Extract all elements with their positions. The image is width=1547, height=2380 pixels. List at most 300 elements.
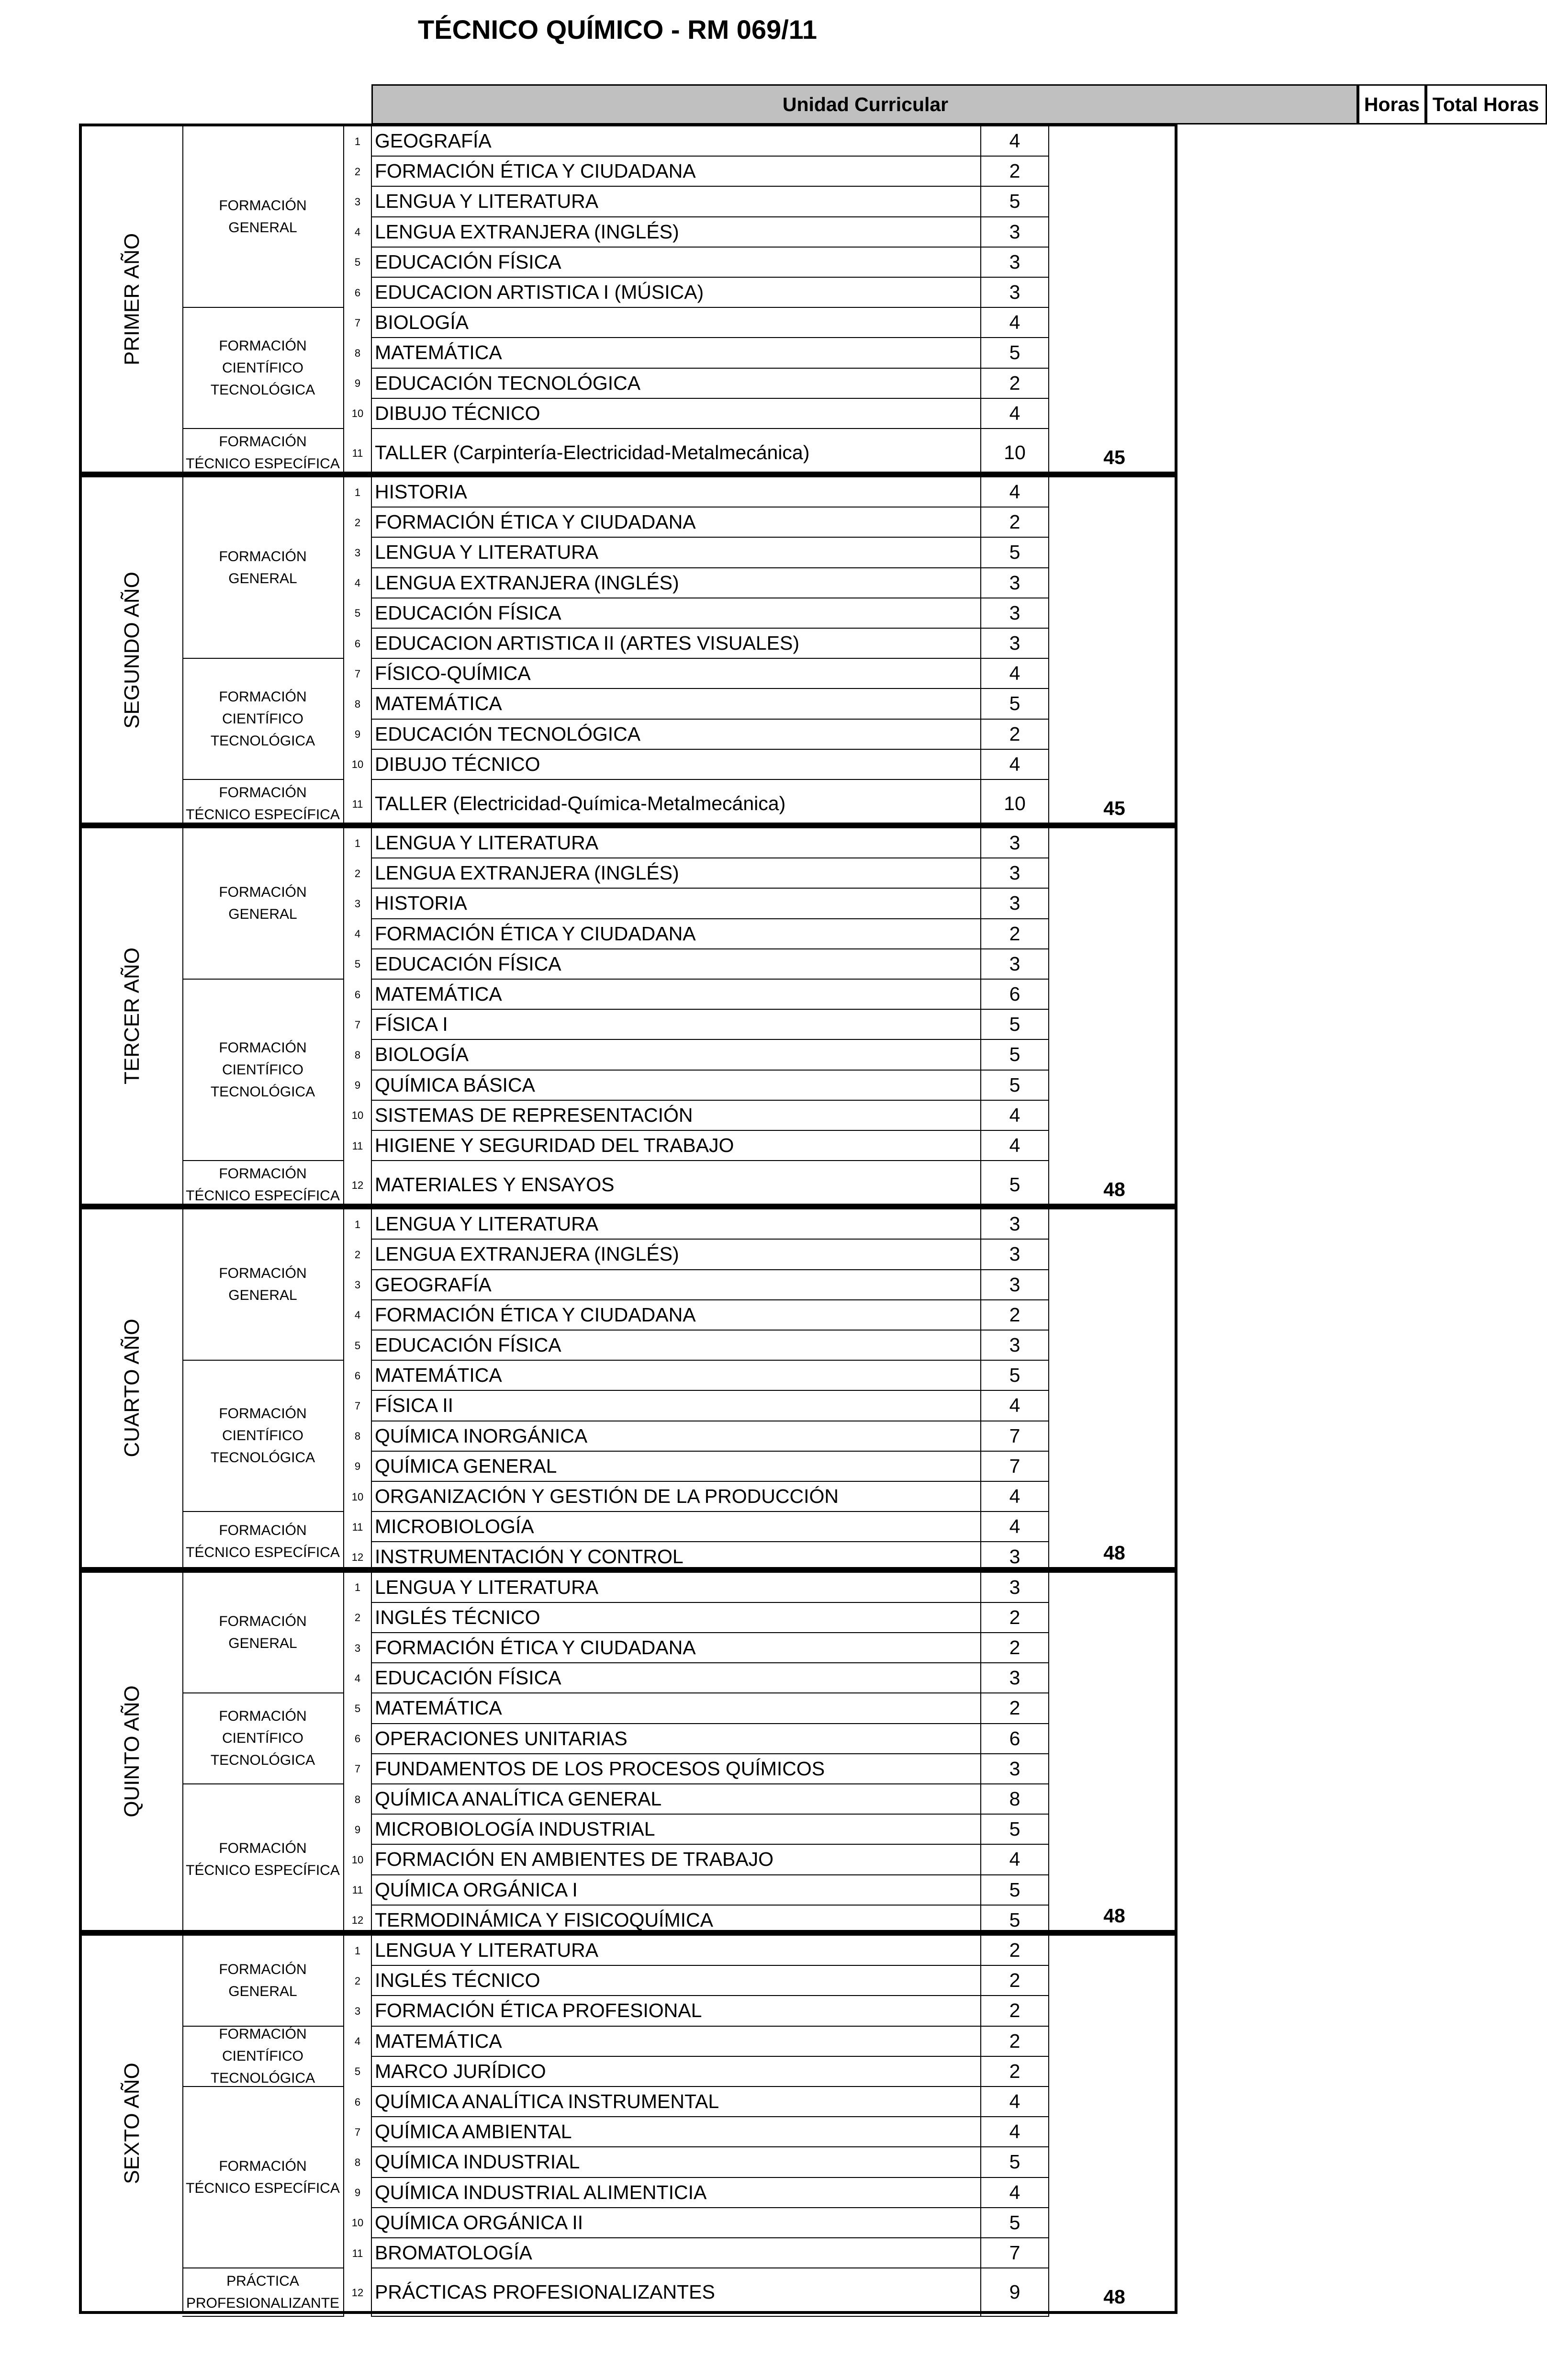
table-row: [344, 1482, 1397, 1512]
subject-name: LENGUA Y LITERATURA: [372, 538, 981, 568]
subject-hours: 4: [981, 750, 1049, 780]
subject-hours: 8: [981, 1784, 1049, 1815]
table-row: [344, 399, 1397, 429]
formation-group-label: FORMACIÓN GENERAL: [182, 477, 344, 659]
subject-name: INGLÉS TÉCNICO: [372, 1966, 981, 1996]
year-label: CUARTO AÑO: [120, 1319, 144, 1458]
year-total-hours: 48: [1103, 1178, 1125, 1201]
subject-hours: 2: [981, 1693, 1049, 1724]
subject-name: EDUCACIÓN TECNOLÓGICA: [372, 369, 981, 399]
row-number: 3: [344, 1270, 372, 1300]
subject-hours: 2: [981, 1936, 1049, 1966]
table-row: [344, 949, 1397, 980]
subject-name: LENGUA Y LITERATURA: [372, 1573, 981, 1603]
table-row: [344, 187, 1397, 217]
subject-hours: 2: [981, 720, 1049, 750]
subject-hours: 5: [981, 689, 1049, 719]
subject-name: QUÍMICA AMBIENTAL: [372, 2117, 981, 2147]
subject-hours: 5: [981, 538, 1049, 568]
table-row: [344, 1240, 1397, 1270]
row-number: 1: [344, 828, 372, 858]
subject-name: EDUCACIÓN FÍSICA: [372, 598, 981, 629]
table-row: [344, 919, 1397, 949]
row-number: 10: [344, 399, 372, 429]
subject-hours: 2: [981, 1966, 1049, 1996]
subject-name: FORMACIÓN ÉTICA Y CIUDADANA: [372, 1300, 981, 1331]
subject-hours: 3: [981, 1331, 1049, 1361]
year-label: QUINTO AÑO: [120, 1685, 144, 1817]
subject-name: QUÍMICA ANALÍTICA INSTRUMENTAL: [372, 2087, 981, 2117]
subject-name: QUÍMICA ORGÁNICA II: [372, 2208, 981, 2238]
row-number: 10: [344, 1845, 372, 1875]
formation-group-label: FORMACIÓN CIENTÍFICO TECNOLÓGICA: [182, 1693, 344, 1784]
row-number: 3: [344, 538, 372, 568]
subject-hours: 2: [981, 2057, 1049, 2087]
subject-hours: 3: [981, 889, 1049, 919]
subject-hours: 7: [981, 1452, 1049, 1482]
row-number: 11: [344, 1512, 372, 1542]
subject-hours: 5: [981, 1815, 1049, 1845]
subject-hours: 5: [981, 1161, 1049, 1209]
subject-hours: 2: [981, 919, 1049, 949]
table-row: [344, 1010, 1397, 1040]
formation-group-label: FORMACIÓN GENERAL: [182, 1936, 344, 2027]
subject-hours: 10: [981, 780, 1049, 828]
table-row: [344, 1573, 1397, 1603]
formation-group-label: PRÁCTICA PROFESIONALIZANTE: [182, 2268, 344, 2317]
formation-group-label: FORMACIÓN TÉCNICO ESPECÍFICA: [182, 2087, 344, 2268]
year-total-hours: 45: [1103, 446, 1125, 468]
formation-group-label: FORMACIÓN GENERAL: [182, 1573, 344, 1694]
row-number: 3: [344, 889, 372, 919]
subject-name: MICROBIOLOGÍA INDUSTRIAL: [372, 1815, 981, 1845]
row-number: 9: [344, 1815, 372, 1845]
table-row: [344, 568, 1397, 598]
table-row: [344, 889, 1397, 919]
year-column: [82, 126, 183, 472]
subject-name: INSTRUMENTACIÓN Y CONTROL: [372, 1542, 981, 1572]
subject-hours: 5: [981, 1875, 1049, 1906]
subject-name: FÍSICO-QUÍMICA: [372, 659, 981, 689]
row-number: 4: [344, 217, 372, 248]
year-block: [79, 1933, 1177, 2314]
row-number: 6: [344, 2087, 372, 2117]
formation-group-label: FORMACIÓN GENERAL: [182, 1209, 344, 1361]
year-block: [79, 124, 1177, 474]
row-number: 6: [344, 1361, 372, 1391]
row-number: 7: [344, 1010, 372, 1040]
table-row: [344, 1270, 1397, 1300]
row-number: 7: [344, 308, 372, 338]
table-row: [344, 1452, 1397, 1482]
row-number: 8: [344, 1421, 372, 1452]
subject-name: HIGIENE Y SEGURIDAD DEL TRABAJO: [372, 1131, 981, 1161]
subject-hours: 2: [981, 369, 1049, 399]
row-number: 4: [344, 919, 372, 949]
subject-name: QUÍMICA BÁSICA: [372, 1071, 981, 1101]
subject-hours: 5: [981, 1361, 1049, 1391]
subject-hours: 3: [981, 1542, 1049, 1572]
table-row: [344, 1161, 1397, 1209]
subject-name: ORGANIZACIÓN Y GESTIÓN DE LA PRODUCCIÓN: [372, 1482, 981, 1512]
subject-name: SISTEMAS DE REPRESENTACIÓN: [372, 1101, 981, 1131]
subject-name: LENGUA EXTRANJERA (INGLÉS): [372, 217, 981, 248]
subject-name: TERMODINÁMICA Y FISICOQUÍMICA: [372, 1906, 981, 1936]
table-row: [344, 2027, 1397, 2057]
subject-hours: 3: [981, 1270, 1049, 1300]
row-number: 6: [344, 278, 372, 308]
row-number: 7: [344, 1754, 372, 1784]
row-number: 3: [344, 1996, 372, 2026]
table-row: [344, 1784, 1397, 1815]
subject-hours: 4: [981, 399, 1049, 429]
subject-name: INGLÉS TÉCNICO: [372, 1603, 981, 1633]
row-number: 10: [344, 2208, 372, 2238]
row-number: 2: [344, 858, 372, 889]
subject-hours: 5: [981, 338, 1049, 368]
row-number: 10: [344, 1482, 372, 1512]
subject-hours: 4: [981, 1391, 1049, 1421]
row-number: 1: [344, 1573, 372, 1603]
table-row: [344, 477, 1397, 508]
row-number: 5: [344, 949, 372, 980]
year-label: TERCER AÑO: [120, 947, 144, 1085]
subject-hours: 5: [981, 1010, 1049, 1040]
table-row: [344, 126, 1397, 157]
table-row: [344, 1875, 1397, 1906]
row-number: 5: [344, 598, 372, 629]
subject-name: FÍSICA I: [372, 1010, 981, 1040]
subject-name: LENGUA EXTRANJERA (INGLÉS): [372, 568, 981, 598]
row-number: 12: [344, 1906, 372, 1936]
row-number: 9: [344, 369, 372, 399]
formation-group-label: FORMACIÓN CIENTÍFICO TECNOLÓGICA: [182, 1361, 344, 1512]
formation-group-label: FORMACIÓN TÉCNICO ESPECÍFICA: [182, 1512, 344, 1572]
subject-hours: 3: [981, 1754, 1049, 1784]
subject-name: FÍSICA II: [372, 1391, 981, 1421]
subject-hours: 5: [981, 2208, 1049, 2238]
formation-group-label: FORMACIÓN TÉCNICO ESPECÍFICA: [182, 1784, 344, 1936]
subject-name: LENGUA Y LITERATURA: [372, 828, 981, 858]
table-row: [344, 369, 1397, 399]
formation-group-label: FORMACIÓN TÉCNICO ESPECÍFICA: [182, 1161, 344, 1209]
table-row: [344, 2178, 1397, 2208]
subject-hours: 3: [981, 278, 1049, 308]
table-row: [344, 1815, 1397, 1845]
table-row: [344, 1421, 1397, 1452]
table-row: [344, 659, 1397, 689]
subject-hours: 3: [981, 248, 1049, 278]
formation-group-label: FORMACIÓN CIENTÍFICO TECNOLÓGICA: [182, 2027, 344, 2087]
formation-group-label: FORMACIÓN GENERAL: [182, 828, 344, 980]
subject-name: FORMACIÓN ÉTICA PROFESIONAL: [372, 1996, 981, 2026]
row-number: 1: [344, 126, 372, 157]
subject-name: LENGUA Y LITERATURA: [372, 1209, 981, 1240]
header-total-horas: Total Horas: [1424, 84, 1547, 124]
row-number: 2: [344, 1240, 372, 1270]
subject-hours: 4: [981, 2178, 1049, 2208]
table-row: [344, 1542, 1397, 1572]
row-number: 7: [344, 2117, 372, 2147]
subject-name: EDUCACIÓN FÍSICA: [372, 1663, 981, 1693]
subject-name: DIBUJO TÉCNICO: [372, 399, 981, 429]
row-number: 4: [344, 1663, 372, 1693]
row-number: 4: [344, 568, 372, 598]
header-unidad-curricular: Unidad Curricular: [371, 84, 1359, 124]
table-row: [344, 278, 1397, 308]
table-row: [344, 248, 1397, 278]
table-row: [344, 629, 1397, 659]
table-row: [344, 338, 1397, 368]
year-column: [82, 1209, 183, 1567]
table-row: [344, 1936, 1397, 1966]
subject-name: MATEMÁTICA: [372, 980, 981, 1010]
subject-name: GEOGRAFÍA: [372, 1270, 981, 1300]
row-number: 7: [344, 1391, 372, 1421]
table-row: [344, 1693, 1397, 1724]
table-row: [344, 1071, 1397, 1101]
row-number: 11: [344, 780, 372, 828]
subject-hours: 4: [981, 1101, 1049, 1131]
subject-hours: 3: [981, 1663, 1049, 1693]
table-row: [344, 720, 1397, 750]
year-block: [79, 1570, 1177, 1933]
year-column: [82, 1573, 183, 1930]
table-row: [344, 1845, 1397, 1875]
subject-name: OPERACIONES UNITARIAS: [372, 1724, 981, 1754]
year-label: PRIMER AÑO: [120, 233, 144, 365]
row-number: 9: [344, 1071, 372, 1101]
subject-hours: 4: [981, 126, 1049, 157]
year-column: [82, 828, 183, 1204]
row-number: 2: [344, 508, 372, 538]
subject-hours: 4: [981, 1512, 1049, 1542]
subject-hours: 3: [981, 949, 1049, 980]
subject-hours: 2: [981, 2027, 1049, 2057]
subject-hours: 5: [981, 2147, 1049, 2177]
row-number: 12: [344, 1542, 372, 1572]
subject-name: QUÍMICA GENERAL: [372, 1452, 981, 1482]
table-row: [344, 429, 1397, 477]
row-number: 5: [344, 2057, 372, 2087]
row-number: 6: [344, 980, 372, 1010]
row-number: 11: [344, 2238, 372, 2268]
subject-name: EDUCACIÓN FÍSICA: [372, 1331, 981, 1361]
year-block: [79, 474, 1177, 825]
row-number: 10: [344, 1101, 372, 1131]
subject-hours: 4: [981, 1845, 1049, 1875]
table-row: [344, 1361, 1397, 1391]
row-number: 5: [344, 1693, 372, 1724]
year-column: [82, 1936, 183, 2311]
subject-name: DIBUJO TÉCNICO: [372, 750, 981, 780]
row-number: 8: [344, 338, 372, 368]
subject-hours: 4: [981, 1482, 1049, 1512]
row-number: 4: [344, 1300, 372, 1331]
year-total-hours: 48: [1103, 1904, 1125, 1927]
year-column: [82, 477, 183, 823]
subject-hours: 2: [981, 157, 1049, 187]
row-number: 11: [344, 1875, 372, 1906]
row-number: 2: [344, 1603, 372, 1633]
subject-name: MATEMÁTICA: [372, 338, 981, 368]
table-row: [344, 1391, 1397, 1421]
subject-name: LENGUA EXTRANJERA (INGLÉS): [372, 858, 981, 889]
subject-hours: 3: [981, 828, 1049, 858]
subject-name: QUÍMICA ANALÍTICA GENERAL: [372, 1784, 981, 1815]
formation-group-label: FORMACIÓN GENERAL: [182, 126, 344, 308]
subject-hours: 3: [981, 1209, 1049, 1240]
table-row: [344, 1966, 1397, 1996]
table-row: [344, 508, 1397, 538]
subject-name: TALLER (Electricidad-Química-Metalmecánica): [372, 780, 981, 828]
subject-hours: 3: [981, 598, 1049, 629]
subject-hours: 9: [981, 2268, 1049, 2317]
row-number: 6: [344, 629, 372, 659]
row-number: 10: [344, 750, 372, 780]
subject-name: MICROBIOLOGÍA: [372, 1512, 981, 1542]
row-number: 9: [344, 2178, 372, 2208]
table-row: [344, 1633, 1397, 1663]
table-row: [344, 858, 1397, 889]
formation-group-label: FORMACIÓN TÉCNICO ESPECÍFICA: [182, 429, 344, 477]
table-row: [344, 828, 1397, 858]
subject-hours: 6: [981, 1724, 1049, 1754]
subject-hours: 2: [981, 1996, 1049, 2026]
subject-name: FORMACIÓN EN AMBIENTES DE TRABAJO: [372, 1845, 981, 1875]
row-number: 1: [344, 1936, 372, 1966]
subject-hours: 4: [981, 1131, 1049, 1161]
subject-name: EDUCACIÓN FÍSICA: [372, 949, 981, 980]
table-row: [344, 2147, 1397, 2177]
subject-hours: 5: [981, 1071, 1049, 1101]
subject-hours: 2: [981, 508, 1049, 538]
subject-name: FUNDAMENTOS DE LOS PROCESOS QUÍMICOS: [372, 1754, 981, 1784]
subject-name: BROMATOLOGÍA: [372, 2238, 981, 2268]
table-row: [344, 2208, 1397, 2238]
formation-group-label: FORMACIÓN TÉCNICO ESPECÍFICA: [182, 780, 344, 828]
year-label: SEXTO AÑO: [120, 2063, 144, 2184]
year-label: SEGUNDO AÑO: [120, 571, 144, 729]
subject-hours: 4: [981, 659, 1049, 689]
table-row: [344, 1724, 1397, 1754]
table-row: [344, 980, 1397, 1010]
row-number: 12: [344, 1161, 372, 1209]
row-number: 1: [344, 1209, 372, 1240]
subject-name: QUÍMICA ORGÁNICA I: [372, 1875, 981, 1906]
row-number: 3: [344, 1633, 372, 1663]
subject-hours: 3: [981, 568, 1049, 598]
subject-hours: 2: [981, 1603, 1049, 1633]
table-row: [344, 1300, 1397, 1331]
subject-hours: 3: [981, 858, 1049, 889]
subject-name: FORMACIÓN ÉTICA Y CIUDADANA: [372, 1633, 981, 1663]
subject-name: BIOLOGÍA: [372, 1040, 981, 1070]
subject-hours: 4: [981, 477, 1049, 508]
table-row: [344, 1040, 1397, 1070]
subject-hours: 4: [981, 2087, 1049, 2117]
table-row: [344, 1101, 1397, 1131]
subject-hours: 10: [981, 429, 1049, 477]
table-row: [344, 1663, 1397, 1693]
table-row: [344, 1512, 1397, 1542]
table-row: [344, 2117, 1397, 2147]
subject-hours: 7: [981, 1421, 1049, 1452]
subject-name: HISTORIA: [372, 477, 981, 508]
row-number: 9: [344, 1452, 372, 1482]
row-number: 1: [344, 477, 372, 508]
table-row: [344, 689, 1397, 719]
row-number: 3: [344, 187, 372, 217]
subject-hours: 3: [981, 1240, 1049, 1270]
table-row: [344, 2057, 1397, 2087]
table-row: [344, 1754, 1397, 1784]
subject-name: BIOLOGÍA: [372, 308, 981, 338]
row-number: 9: [344, 720, 372, 750]
subject-hours: 7: [981, 2238, 1049, 2268]
table-row: [344, 780, 1397, 828]
table-row: [344, 2268, 1397, 2317]
table-row: [344, 538, 1397, 568]
table-row: [344, 217, 1397, 248]
subject-hours: 2: [981, 1300, 1049, 1331]
subject-name: EDUCACIÓN TECNOLÓGICA: [372, 720, 981, 750]
year-total-hours: 48: [1103, 2286, 1125, 2308]
row-number: 2: [344, 1966, 372, 1996]
row-number: 8: [344, 2147, 372, 2177]
formation-group-label: FORMACIÓN CIENTÍFICO TECNOLÓGICA: [182, 659, 344, 780]
row-number: 7: [344, 659, 372, 689]
row-number: 8: [344, 1040, 372, 1070]
table-row: [344, 157, 1397, 187]
subject-name: EDUCACIÓN FÍSICA: [372, 248, 981, 278]
year-block: [79, 1207, 1177, 1569]
subject-hours: 4: [981, 308, 1049, 338]
row-number: 5: [344, 1331, 372, 1361]
formation-group-label: FORMACIÓN CIENTÍFICO TECNOLÓGICA: [182, 308, 344, 429]
subject-hours: 5: [981, 1040, 1049, 1070]
row-number: 8: [344, 689, 372, 719]
row-number: 5: [344, 248, 372, 278]
subject-hours: 3: [981, 629, 1049, 659]
subject-name: LENGUA EXTRANJERA (INGLÉS): [372, 1240, 981, 1270]
table-row: [344, 1131, 1397, 1161]
subject-name: QUÍMICA INDUSTRIAL: [372, 2147, 981, 2177]
row-number: 11: [344, 1131, 372, 1161]
table-row: [344, 598, 1397, 629]
subject-name: TALLER (Carpintería-Electricidad-Metalmecánica): [372, 429, 981, 477]
subject-name: FORMACIÓN ÉTICA Y CIUDADANA: [372, 919, 981, 949]
subject-name: MARCO JURÍDICO: [372, 2057, 981, 2087]
year-total-hours: 45: [1103, 797, 1125, 819]
subject-name: LENGUA Y LITERATURA: [372, 187, 981, 217]
subject-name: MATERIALES Y ENSAYOS: [372, 1161, 981, 1209]
table-row: [344, 2087, 1397, 2117]
row-number: 11: [344, 429, 372, 477]
subject-name: HISTORIA: [372, 889, 981, 919]
subject-name: GEOGRAFÍA: [372, 126, 981, 157]
subject-hours: 5: [981, 1906, 1049, 1936]
subject-name: PRÁCTICAS PROFESIONALIZANTES: [372, 2268, 981, 2317]
subject-name: LENGUA Y LITERATURA: [372, 1936, 981, 1966]
row-number: 6: [344, 1724, 372, 1754]
subject-name: FORMACIÓN ÉTICA Y CIUDADANA: [372, 508, 981, 538]
year-block: [79, 825, 1177, 1207]
table-row: [344, 1996, 1397, 2026]
subject-hours: 3: [981, 1573, 1049, 1603]
row-number: 8: [344, 1784, 372, 1815]
subject-hours: 3: [981, 217, 1049, 248]
